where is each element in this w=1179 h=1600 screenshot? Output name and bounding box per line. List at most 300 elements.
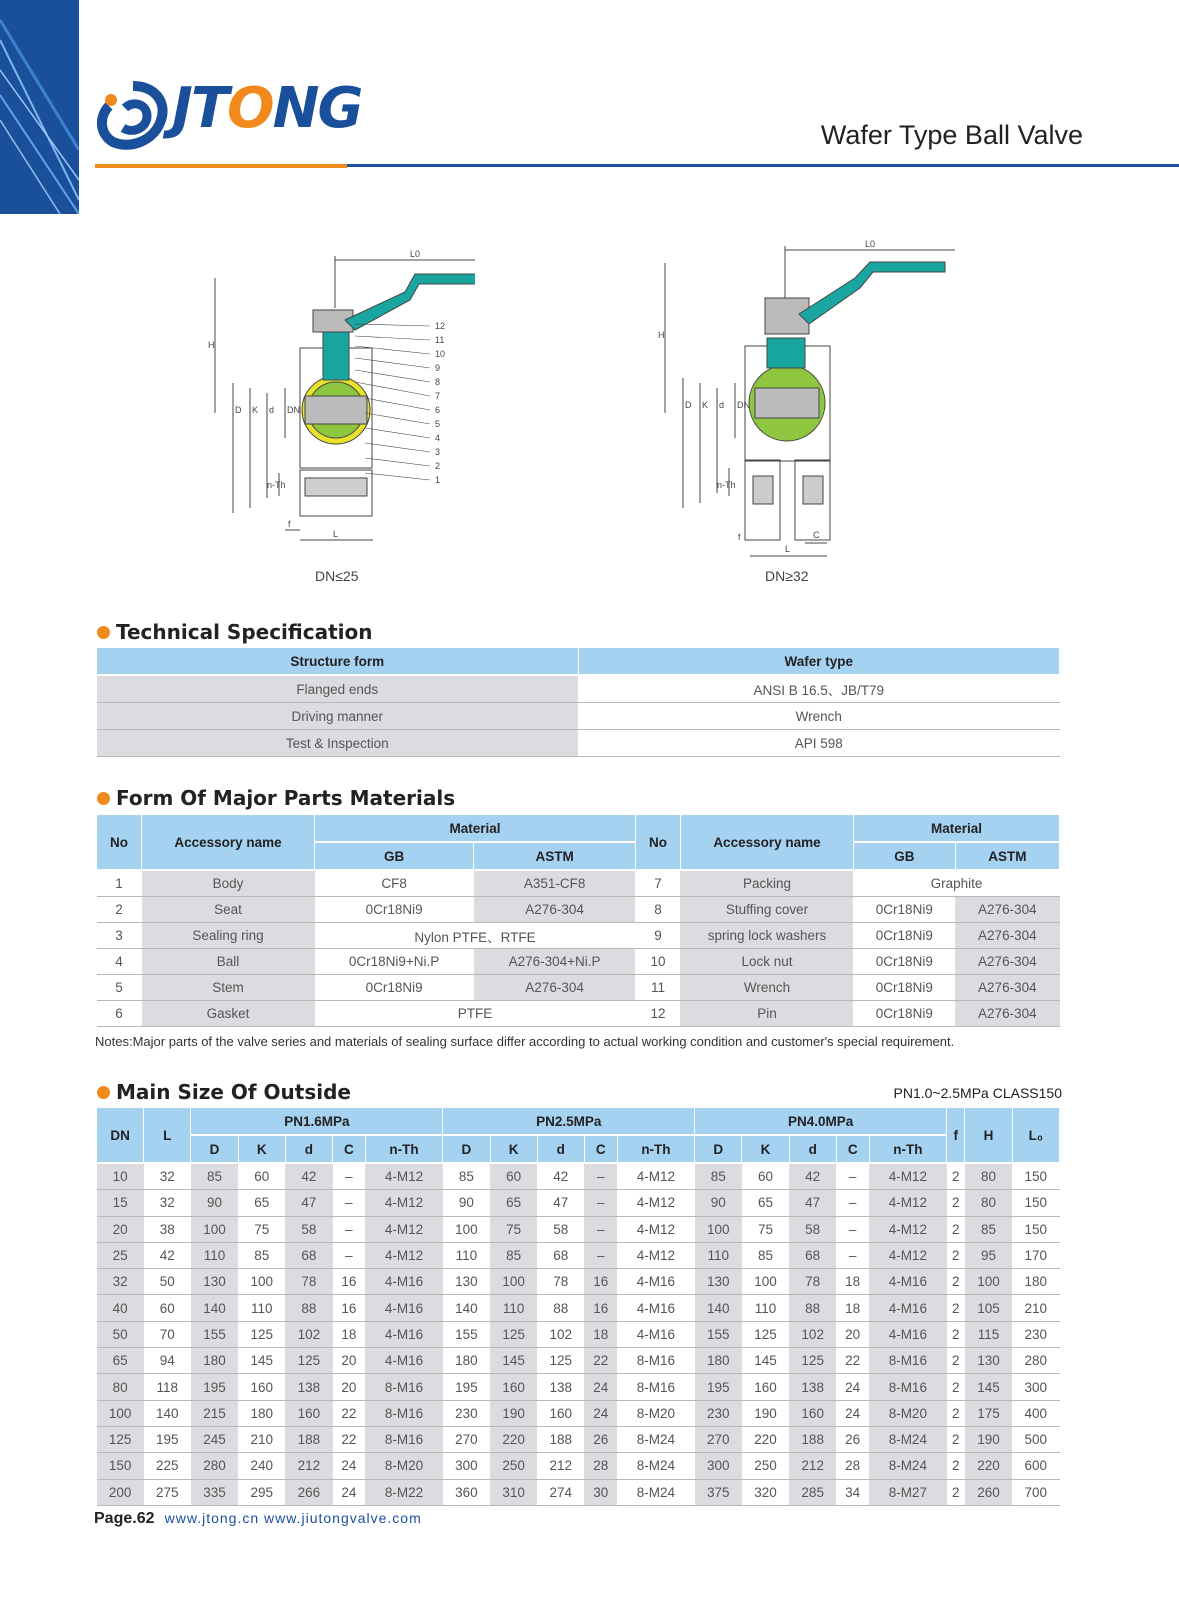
svg-text:5: 5 — [435, 419, 441, 429]
table-cell: 22 — [584, 1348, 617, 1374]
table-cell: 188 — [789, 1426, 836, 1452]
table-cell: 2 — [97, 897, 142, 923]
table-cell: 600 — [1012, 1453, 1059, 1479]
table-cell: 195 — [695, 1374, 742, 1400]
section-title: Technical Specification — [116, 620, 373, 644]
table-cell: 68 — [537, 1242, 584, 1268]
table-row — [97, 1374, 1060, 1400]
table-cell: 130 — [443, 1269, 490, 1295]
website-links: www.jtong.cn www.jiutongvalve.com — [164, 1510, 422, 1526]
table-cell: 220 — [742, 1426, 789, 1452]
table-cell: 60 — [238, 1163, 285, 1190]
valve-drawing-large — [655, 238, 965, 560]
page-footer — [94, 1510, 422, 1528]
table-cell: Packing — [680, 870, 853, 897]
table-row — [97, 949, 1060, 975]
table-cell: 4-M12 — [365, 1163, 443, 1190]
table-cell: 102 — [537, 1321, 584, 1347]
table-cell: 26 — [584, 1426, 617, 1452]
table-cell: 4-M16 — [617, 1295, 695, 1321]
table-cell: 285 — [789, 1479, 836, 1505]
table-cell: 24 — [333, 1479, 366, 1505]
table-cell: 0Cr18Ni9 — [853, 923, 955, 949]
table-header: L — [144, 1108, 191, 1164]
table-header: H — [965, 1108, 1012, 1164]
table-cell: 160 — [285, 1400, 332, 1426]
table-cell: 4-M16 — [365, 1295, 443, 1321]
table-cell: 22 — [333, 1426, 366, 1452]
table-cell: 160 — [238, 1374, 285, 1400]
table-cell: 175 — [965, 1400, 1012, 1426]
table-cell: 240 — [238, 1453, 285, 1479]
table-cell: 250 — [490, 1453, 537, 1479]
table-cell: 266 — [285, 1479, 332, 1505]
table-cell: 8-M16 — [617, 1374, 695, 1400]
table-cell: 4-M12 — [365, 1216, 443, 1242]
table-row — [97, 1426, 1060, 1452]
table-header: d — [285, 1135, 332, 1163]
table-row — [97, 675, 1060, 703]
table-row — [97, 1479, 1060, 1505]
table-cell: 280 — [191, 1453, 238, 1479]
table-cell: 150 — [1012, 1216, 1059, 1242]
svg-text:12: 12 — [435, 321, 446, 331]
table-cell: 32 — [144, 1163, 191, 1190]
logo-wordmark: JTONG — [172, 76, 362, 141]
table-cell: 125 — [789, 1348, 836, 1374]
table-cell: 10 — [97, 1163, 144, 1190]
table-cell: 28 — [836, 1453, 869, 1479]
table-cell: 2 — [947, 1190, 965, 1216]
table-cell: 4-M16 — [617, 1269, 695, 1295]
table-cell: 310 — [490, 1479, 537, 1505]
table-cell: 3 — [97, 923, 142, 949]
table-cell: 700 — [1012, 1479, 1059, 1505]
table-cell: – — [584, 1190, 617, 1216]
table-cell: 110 — [443, 1242, 490, 1268]
page-title: Wafer Type Ball Valve — [820, 120, 1083, 150]
svg-text:L: L — [333, 529, 339, 539]
table-cell: Body — [142, 870, 315, 897]
table-cell: 2 — [947, 1321, 965, 1347]
table-cell: 0Cr18Ni9 — [853, 897, 955, 923]
table-cell: 32 — [144, 1190, 191, 1216]
table-cell: 160 — [789, 1400, 836, 1426]
table-cell: 8-M20 — [869, 1400, 947, 1426]
table-cell: 78 — [285, 1269, 332, 1295]
bullet-icon — [97, 1086, 110, 1099]
table-cell: 140 — [144, 1400, 191, 1426]
table-cell: 138 — [285, 1374, 332, 1400]
table-cell: – — [333, 1216, 366, 1242]
table-header: D — [443, 1135, 490, 1163]
table-cell: Stuffing cover — [680, 897, 853, 923]
table-cell: 22 — [836, 1348, 869, 1374]
table-cell: 20 — [836, 1321, 869, 1347]
table-cell: A276-304 — [474, 897, 636, 923]
table-cell: 190 — [490, 1400, 537, 1426]
table-cell: 20 — [333, 1374, 366, 1400]
table-cell: 195 — [144, 1426, 191, 1452]
table-row — [97, 1321, 1060, 1347]
table-cell: 70 — [144, 1321, 191, 1347]
svg-text:11: 11 — [435, 335, 445, 345]
table-cell: Lock nut — [680, 949, 853, 975]
table-cell: 300 — [695, 1453, 742, 1479]
table-cell: A276-304 — [955, 1001, 1059, 1027]
table-cell: 15 — [97, 1190, 144, 1216]
svg-text:n-Th: n-Th — [267, 480, 286, 490]
table-cell: 2 — [947, 1295, 965, 1321]
table-cell: 4-M16 — [869, 1269, 947, 1295]
table-cell: 2 — [947, 1479, 965, 1505]
table-cell: 210 — [238, 1426, 285, 1452]
table-cell: 80 — [965, 1163, 1012, 1190]
table-cell: PTFE — [315, 1001, 636, 1027]
table-cell: 32 — [97, 1269, 144, 1295]
table-row — [97, 1001, 1060, 1027]
table-cell: 4-M12 — [365, 1190, 443, 1216]
table-cell: 30 — [584, 1479, 617, 1505]
table-cell: 2 — [947, 1163, 965, 1190]
table-cell: 4 — [97, 949, 142, 975]
table-cell: 2 — [947, 1216, 965, 1242]
table-cell: – — [584, 1216, 617, 1242]
table-cell: 42 — [285, 1163, 332, 1190]
svg-text:2: 2 — [435, 461, 441, 471]
table-cell: 85 — [443, 1163, 490, 1190]
table-header: GB — [853, 842, 955, 870]
table-cell: 16 — [333, 1295, 366, 1321]
table-cell: 90 — [443, 1190, 490, 1216]
table-cell: 100 — [965, 1269, 1012, 1295]
svg-text:4: 4 — [435, 433, 441, 443]
table-cell: 150 — [97, 1453, 144, 1479]
table-cell: 42 — [789, 1163, 836, 1190]
table-cell: 110 — [490, 1295, 537, 1321]
table-cell: – — [333, 1190, 366, 1216]
table-row — [97, 1453, 1060, 1479]
table-cell: Flanged ends — [97, 675, 579, 703]
table-cell: 24 — [836, 1400, 869, 1426]
table-cell: 155 — [443, 1321, 490, 1347]
table-cell: 212 — [789, 1453, 836, 1479]
table-cell: 4-M16 — [617, 1321, 695, 1347]
table-cell: 26 — [836, 1426, 869, 1452]
table-cell: 47 — [285, 1190, 332, 1216]
table-cell: 85 — [695, 1163, 742, 1190]
table-cell: 138 — [537, 1374, 584, 1400]
table-header: D — [191, 1135, 238, 1163]
table-cell: 130 — [191, 1269, 238, 1295]
table-cell: 125 — [490, 1321, 537, 1347]
table-cell: 11 — [635, 975, 680, 1001]
table-cell: A351-CF8 — [474, 870, 636, 897]
table-cell: 200 — [97, 1479, 144, 1505]
svg-text:H: H — [208, 340, 215, 350]
corner-decoration — [0, 0, 79, 214]
table-cell: 94 — [144, 1348, 191, 1374]
table-cell: 8-M27 — [869, 1479, 947, 1505]
table-cell: 230 — [695, 1400, 742, 1426]
table-cell: 138 — [789, 1374, 836, 1400]
table-cell: A276-304 — [474, 975, 636, 1001]
table-cell: 88 — [285, 1295, 332, 1321]
table-cell: 115 — [965, 1321, 1012, 1347]
table-row — [97, 1269, 1060, 1295]
table-cell: 500 — [1012, 1426, 1059, 1452]
table-cell: 274 — [537, 1479, 584, 1505]
table-row — [97, 1242, 1060, 1268]
table-header: Wafer type — [578, 648, 1060, 676]
table-cell: 8-M24 — [617, 1426, 695, 1452]
table-cell: 100 — [97, 1400, 144, 1426]
table-header: Accessory name — [142, 815, 315, 871]
table-cell: 80 — [97, 1374, 144, 1400]
table-cell: 50 — [97, 1321, 144, 1347]
table-row — [97, 1190, 1060, 1216]
table-cell: 8 — [635, 897, 680, 923]
table-row — [97, 1348, 1060, 1374]
table-cell: 0Cr18Ni9 — [853, 1001, 955, 1027]
table-cell: 180 — [443, 1348, 490, 1374]
table-cell: 190 — [965, 1426, 1012, 1452]
table-cell: spring lock washers — [680, 923, 853, 949]
table-cell: – — [836, 1216, 869, 1242]
table-header: PN4.0MPa — [695, 1108, 947, 1136]
table-cell: 8-M20 — [617, 1400, 695, 1426]
table-cell: 2 — [947, 1426, 965, 1452]
table-cell: 20 — [333, 1348, 366, 1374]
table-cell: 7 — [635, 870, 680, 897]
table-cell: 60 — [742, 1163, 789, 1190]
table-cell: 100 — [238, 1269, 285, 1295]
table-cell: 260 — [965, 1479, 1012, 1505]
table-cell: 8-M24 — [869, 1453, 947, 1479]
table-header: n-Th — [365, 1135, 443, 1163]
table-cell: Stem — [142, 975, 315, 1001]
table-cell: 2 — [947, 1453, 965, 1479]
svg-text:DN: DN — [287, 405, 300, 415]
table-header: d — [789, 1135, 836, 1163]
table-cell: 130 — [965, 1348, 1012, 1374]
table-cell: 2 — [947, 1348, 965, 1374]
svg-text:10: 10 — [435, 349, 446, 359]
table-cell: 180 — [238, 1400, 285, 1426]
table-row — [97, 975, 1060, 1001]
tech-spec-table — [96, 647, 1060, 757]
table-cell: 230 — [1012, 1321, 1059, 1347]
table-cell: 220 — [965, 1453, 1012, 1479]
table-cell: 5 — [97, 975, 142, 1001]
table-header: GB — [315, 842, 474, 870]
table-cell: 250 — [742, 1453, 789, 1479]
table-cell: 180 — [695, 1348, 742, 1374]
table-cell: 4-M12 — [617, 1216, 695, 1242]
table-cell: 180 — [191, 1348, 238, 1374]
table-cell: A276-304+Ni.P — [474, 949, 636, 975]
table-cell: 50 — [144, 1269, 191, 1295]
table-cell: 180 — [1012, 1269, 1059, 1295]
table-cell: 275 — [144, 1479, 191, 1505]
svg-text:DN: DN — [737, 400, 750, 410]
table-cell: 4-M16 — [365, 1321, 443, 1347]
table-cell: 8-M24 — [617, 1453, 695, 1479]
table-cell: 24 — [584, 1400, 617, 1426]
table-cell: 75 — [238, 1216, 285, 1242]
table-cell: 110 — [742, 1295, 789, 1321]
table-cell: 125 — [537, 1348, 584, 1374]
table-row — [97, 897, 1060, 923]
table-cell: 40 — [97, 1295, 144, 1321]
table-header: K — [742, 1135, 789, 1163]
section-title: Main Size Of Outside — [116, 1080, 351, 1104]
table-cell: 0Cr18Ni9 — [853, 975, 955, 1001]
table-cell: 110 — [191, 1242, 238, 1268]
table-cell: A276-304 — [955, 975, 1059, 1001]
table-cell: 215 — [191, 1400, 238, 1426]
table-cell: 140 — [443, 1295, 490, 1321]
table-cell: 24 — [333, 1453, 366, 1479]
table-cell: 80 — [965, 1190, 1012, 1216]
notes-text: Notes:Major parts of the valve series and materials of sealing surface differ according to actual working condition and customer's special requirement. — [95, 1034, 955, 1049]
table-cell: A276-304 — [955, 949, 1059, 975]
section-sizes — [97, 1080, 351, 1104]
table-cell: 100 — [443, 1216, 490, 1242]
table-cell: 8-M24 — [869, 1426, 947, 1452]
table-cell: – — [584, 1163, 617, 1190]
table-cell: 125 — [285, 1348, 332, 1374]
table-cell: 68 — [285, 1242, 332, 1268]
table-cell: 47 — [789, 1190, 836, 1216]
table-cell: 65 — [490, 1190, 537, 1216]
bullet-icon — [97, 626, 110, 639]
section-title: Form Of Major Parts Materials — [116, 786, 456, 810]
table-row — [97, 1400, 1060, 1426]
table-cell: Wrench — [578, 703, 1060, 730]
table-cell: 2 — [947, 1400, 965, 1426]
table-cell: 130 — [695, 1269, 742, 1295]
table-row — [97, 1295, 1060, 1321]
table-cell: 360 — [443, 1479, 490, 1505]
table-cell: Driving manner — [97, 703, 579, 730]
table-header: f — [947, 1108, 965, 1164]
table-cell: 145 — [238, 1348, 285, 1374]
svg-text:8: 8 — [435, 377, 441, 387]
table-cell: 18 — [836, 1295, 869, 1321]
table-cell: 160 — [490, 1374, 537, 1400]
table-header: No — [635, 815, 680, 871]
table-header: D — [695, 1135, 742, 1163]
svg-text:7: 7 — [435, 391, 441, 401]
table-cell: 8-M24 — [617, 1479, 695, 1505]
table-header: Material — [853, 815, 1059, 843]
table-cell: 4-M12 — [617, 1163, 695, 1190]
table-cell: 4-M12 — [617, 1242, 695, 1268]
table-cell: 85 — [238, 1242, 285, 1268]
table-header: No — [97, 815, 142, 871]
table-cell: – — [836, 1242, 869, 1268]
table-cell: 188 — [285, 1426, 332, 1452]
table-cell: 335 — [191, 1479, 238, 1505]
svg-text:K: K — [702, 400, 709, 410]
table-cell: 16 — [584, 1269, 617, 1295]
svg-text:d: d — [719, 400, 725, 410]
table-cell: 118 — [144, 1374, 191, 1400]
table-cell: 102 — [285, 1321, 332, 1347]
header-rule — [347, 164, 1179, 167]
table-cell: 34 — [836, 1479, 869, 1505]
table-cell: 4-M12 — [869, 1242, 947, 1268]
table-cell: 58 — [285, 1216, 332, 1242]
svg-text:D: D — [685, 400, 692, 410]
section-materials — [97, 786, 455, 810]
table-cell: 140 — [191, 1295, 238, 1321]
table-cell: API 598 — [578, 730, 1060, 757]
table-cell: Wrench — [680, 975, 853, 1001]
table-header: n-Th — [617, 1135, 695, 1163]
table-cell: 58 — [537, 1216, 584, 1242]
table-cell: 150 — [1012, 1163, 1059, 1190]
table-cell: – — [836, 1190, 869, 1216]
table-cell: 155 — [191, 1321, 238, 1347]
table-cell: 220 — [490, 1426, 537, 1452]
table-header: Structure form — [97, 648, 579, 676]
materials-table — [96, 814, 1060, 1027]
page-number: Page.62 — [94, 1510, 155, 1527]
table-cell: 42 — [537, 1163, 584, 1190]
table-cell: 195 — [191, 1374, 238, 1400]
table-cell: 8-M16 — [365, 1426, 443, 1452]
table-cell: 4-M12 — [869, 1216, 947, 1242]
table-cell: 230 — [443, 1400, 490, 1426]
table-header: Accessory name — [680, 815, 853, 871]
table-cell: 100 — [695, 1216, 742, 1242]
table-cell: 140 — [695, 1295, 742, 1321]
svg-text:9: 9 — [435, 363, 441, 373]
table-header: PN1.6MPa — [191, 1108, 443, 1136]
table-cell: 8-M16 — [869, 1348, 947, 1374]
table-cell: 170 — [1012, 1242, 1059, 1268]
table-row — [97, 923, 1060, 949]
table-cell: Ball — [142, 949, 315, 975]
table-cell: 0Cr18Ni9 — [853, 949, 955, 975]
table-header: C — [584, 1135, 617, 1163]
table-cell: 9 — [635, 923, 680, 949]
svg-text:K: K — [252, 405, 259, 415]
table-cell: 320 — [742, 1479, 789, 1505]
table-cell: 0Cr18Ni9 — [315, 897, 474, 923]
table-cell: 78 — [789, 1269, 836, 1295]
table-header: K — [238, 1135, 285, 1163]
table-header: n-Th — [869, 1135, 947, 1163]
svg-text:D: D — [235, 405, 242, 415]
table-cell: 295 — [238, 1479, 285, 1505]
table-cell: 160 — [537, 1400, 584, 1426]
table-cell: 4-M12 — [617, 1190, 695, 1216]
table-cell: 270 — [695, 1426, 742, 1452]
table-cell: 4-M16 — [869, 1321, 947, 1347]
table-cell: 28 — [584, 1453, 617, 1479]
table-cell: 270 — [443, 1426, 490, 1452]
table-header: C — [333, 1135, 366, 1163]
table-cell: 95 — [965, 1242, 1012, 1268]
svg-text:L0: L0 — [865, 239, 876, 249]
table-cell: 8-M16 — [869, 1374, 947, 1400]
table-header: ASTM — [474, 842, 636, 870]
table-cell: 88 — [789, 1295, 836, 1321]
table-cell: 4-M16 — [365, 1269, 443, 1295]
